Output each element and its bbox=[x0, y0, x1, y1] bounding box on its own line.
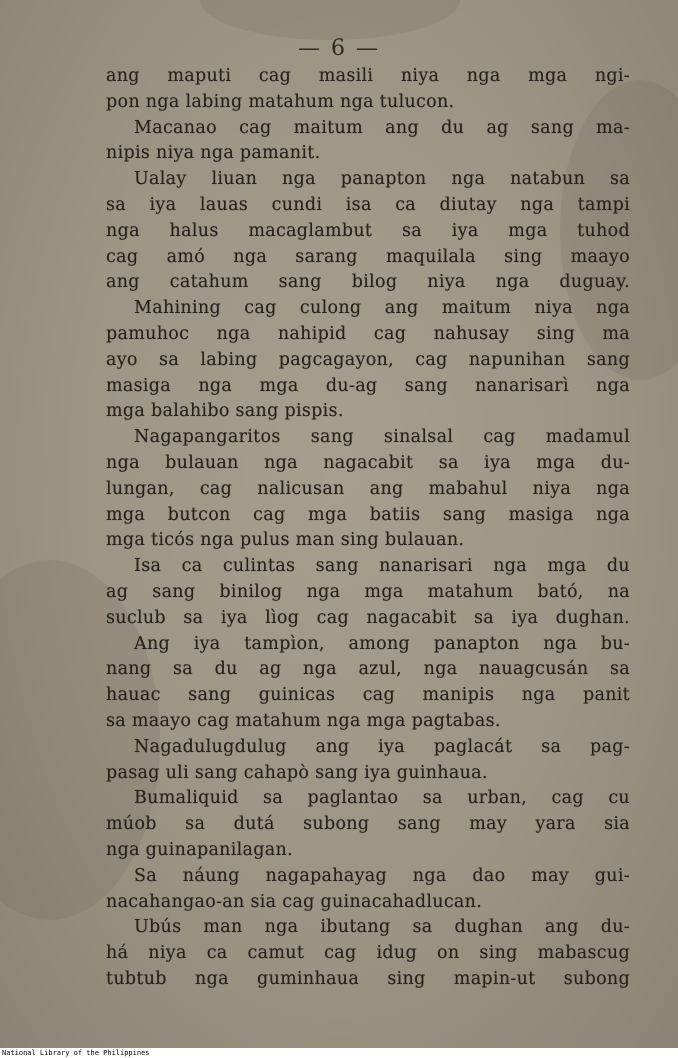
text-line: mga ticós nga pulus man sing bulauan. bbox=[106, 530, 465, 551]
text-line: Ang iya tampìon, among panapton nga bu- bbox=[134, 633, 630, 654]
text-line: nacahangao-an sia cag guinacahadlucan. bbox=[106, 891, 483, 912]
text-line: Nagadulugdulug ang iya paglacát sa pag- bbox=[134, 736, 630, 757]
text-line: nga halus macaglambut sa iya mga tuhod bbox=[106, 220, 630, 241]
text-line: suclub sa iya lìog cag nagacabit sa iya dughan. bbox=[106, 607, 630, 628]
text-line: masiga nga mga du-ag sang nanarisarì nga bbox=[106, 375, 630, 396]
text-line: hauac sang guinicas cag manipis nga panit bbox=[106, 685, 630, 706]
footer-credit: National Library of the Philippines bbox=[2, 1049, 150, 1057]
text-line: pamuhoc nga nahipid cag nahusay sing ma bbox=[106, 323, 630, 344]
text-line: nang sa du ag nga azul, nga nauagcusán sa bbox=[106, 659, 630, 680]
text-line: há niya ca camut cag idug on sing mabascug bbox=[106, 943, 630, 964]
text-line: ag sang binilog nga mga matahum bató, na bbox=[106, 581, 630, 602]
text-line: pasag uli sang cahapò sang iya guinhaua. bbox=[106, 762, 488, 783]
paper-stain bbox=[200, 0, 460, 40]
text-line: mga butcon cag mga batiis sang masiga nga bbox=[106, 504, 630, 525]
text-line: nga bulauan nga nagacabit sa iya mga du- bbox=[106, 452, 630, 473]
text-line: pon nga labing matahum nga tulucon. bbox=[106, 91, 455, 112]
body-text bbox=[106, 64, 630, 993]
footer-bar bbox=[0, 1048, 678, 1058]
text-line: múob sa dutá subong sang may yara sia bbox=[106, 814, 630, 835]
text-line: mga balahibo sang pispis. bbox=[106, 401, 344, 422]
text-line: cag amó nga sarang maquilala sing maayo bbox=[106, 246, 630, 267]
text-line: Macanao cag maitum ang du ag sang ma- bbox=[134, 117, 630, 138]
text-line: Ubús man nga ibutang sa dughan ang du- bbox=[134, 917, 630, 938]
text-line: Sa náung nagapahayag nga dao may gui- bbox=[134, 865, 630, 886]
text-line: Nagapangaritos sang sinalsal cag madamul bbox=[134, 427, 630, 448]
text-line: nipis niya nga pamanit. bbox=[106, 143, 321, 164]
text-line: tubtub nga guminhaua sing mapin-ut subong bbox=[106, 968, 630, 989]
page-number: — 6 — bbox=[298, 36, 380, 61]
text-line: lungan, cag nalicusan ang mabahul niya nga bbox=[106, 478, 630, 499]
text-line: Isa ca culintas sang nanarisari nga mga du bbox=[134, 556, 630, 577]
text-line: Ualay liuan nga panapton nga natabun sa bbox=[134, 169, 630, 190]
text-line: Bumaliquid sa paglantao sa urban, cag cu bbox=[134, 788, 630, 809]
text-line: ang maputi cag masili niya nga mga ngi- bbox=[106, 66, 630, 86]
text-line: ang catahum sang bilog niya nga duguay. bbox=[106, 272, 630, 293]
text-line: Mahining cag culong ang maitum niya nga bbox=[134, 298, 630, 319]
text-line: sa maayo cag matahum nga mga pagtabas. bbox=[106, 710, 501, 731]
text-line: ayo sa labing pagcagayon, cag napunihan sang bbox=[106, 349, 630, 370]
text-line: nga guinapanilagan. bbox=[106, 839, 293, 860]
text-line: sa iya lauas cundi isa ca diutay nga tampi bbox=[106, 194, 630, 215]
